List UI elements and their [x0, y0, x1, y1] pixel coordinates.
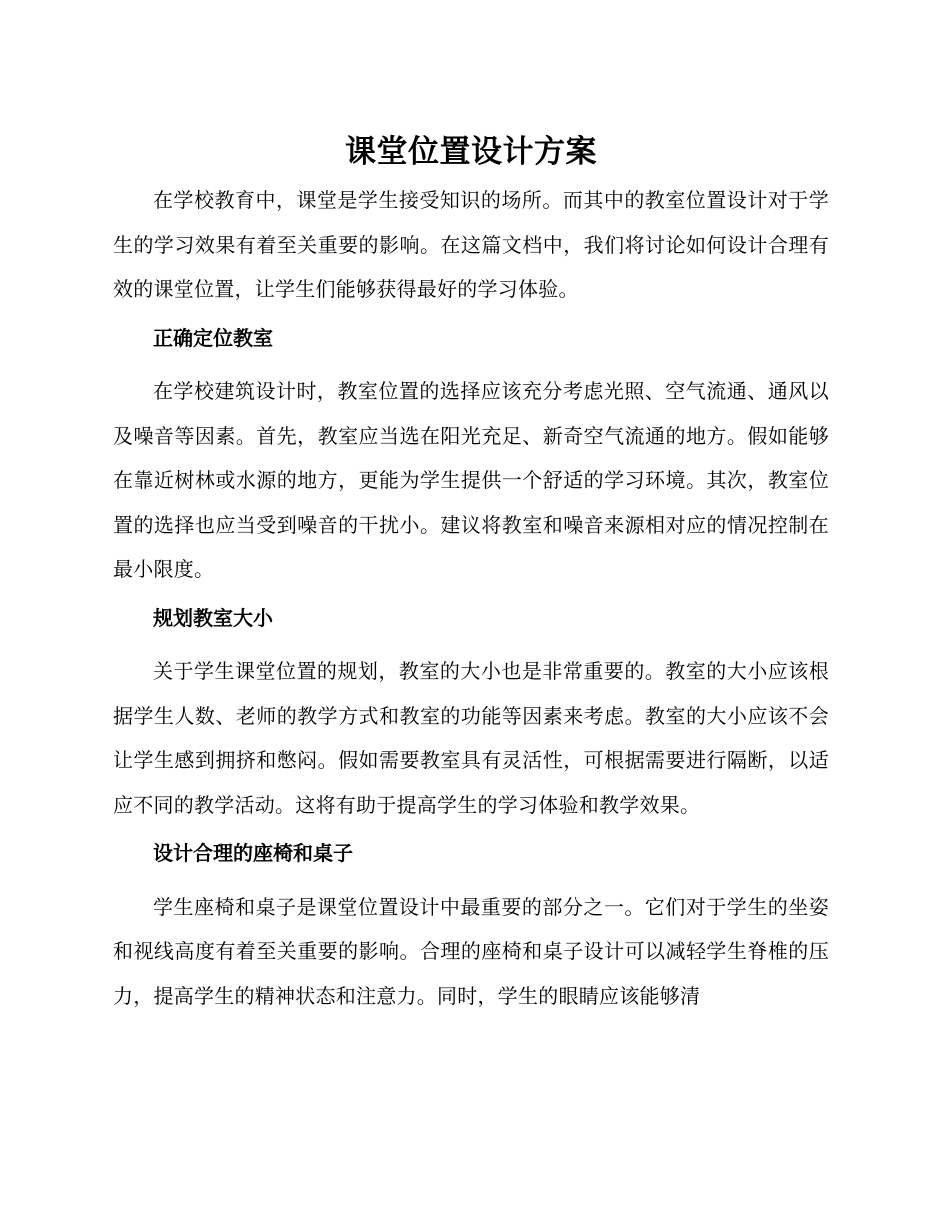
section-heading: 正确定位教室	[153, 325, 273, 350]
section-paragraph: 在学校建筑设计时，教室位置的选择应该充分考虑光照、空气流通、通风以及噪音等因素。首先，教室应当选在阳光充足、新奇空气流通的地方。假如能够在靠近树林或水源的地方，更能为学生提供一个舒适的学习环境。其次，教室位置的选择也应当受到噪音的干扰小。建议将教室和噪音来源相对应的情况控制在最小限度。	[113, 379, 829, 581]
document-body	[113, 128, 829, 1018]
document-title: 课堂位置设计方案	[345, 134, 597, 170]
section-heading: 设计合理的座椅和桌子	[153, 841, 353, 865]
section-paragraph: 关于学生课堂位置的规划，教室的大小也是非常重要的。教室的大小应该根据学生人数、老师的教学方式和教室的功能等因素来考虑。教室的大小应该不会让学生感到拥挤和憋闷。假如需要教室具有灵活性，可根据需要进行隔断，以适应不同的教学活动。这将有助于提高学生的学习体验和教学效果。	[113, 659, 829, 817]
section-locate-classroom	[113, 312, 829, 592]
section-paragraph: 学生座椅和桌子是课堂位置设计中最重要的部分之一。它们对于学生的坐姿和视线高度有着至关重要的影响。合理的座椅和桌子设计可以减轻学生脊椎的压力，提高学生的精神状态和注意力。同时，学生的眼睛应该能够清	[113, 894, 829, 1008]
section-heading: 规划教室大小	[153, 605, 273, 630]
section-classroom-size	[113, 592, 829, 828]
section-seats-and-desks	[113, 827, 829, 1018]
intro-paragraph: 在学校教育中，课堂是学生接受知识的场所。而其中的教室位置设计对于学生的学习效果有着至关重要的影响。在这篇文档中，我们将讨论如何设计合理有效的课堂位置，让学生们能够获得最好的学习体验。	[113, 188, 829, 301]
